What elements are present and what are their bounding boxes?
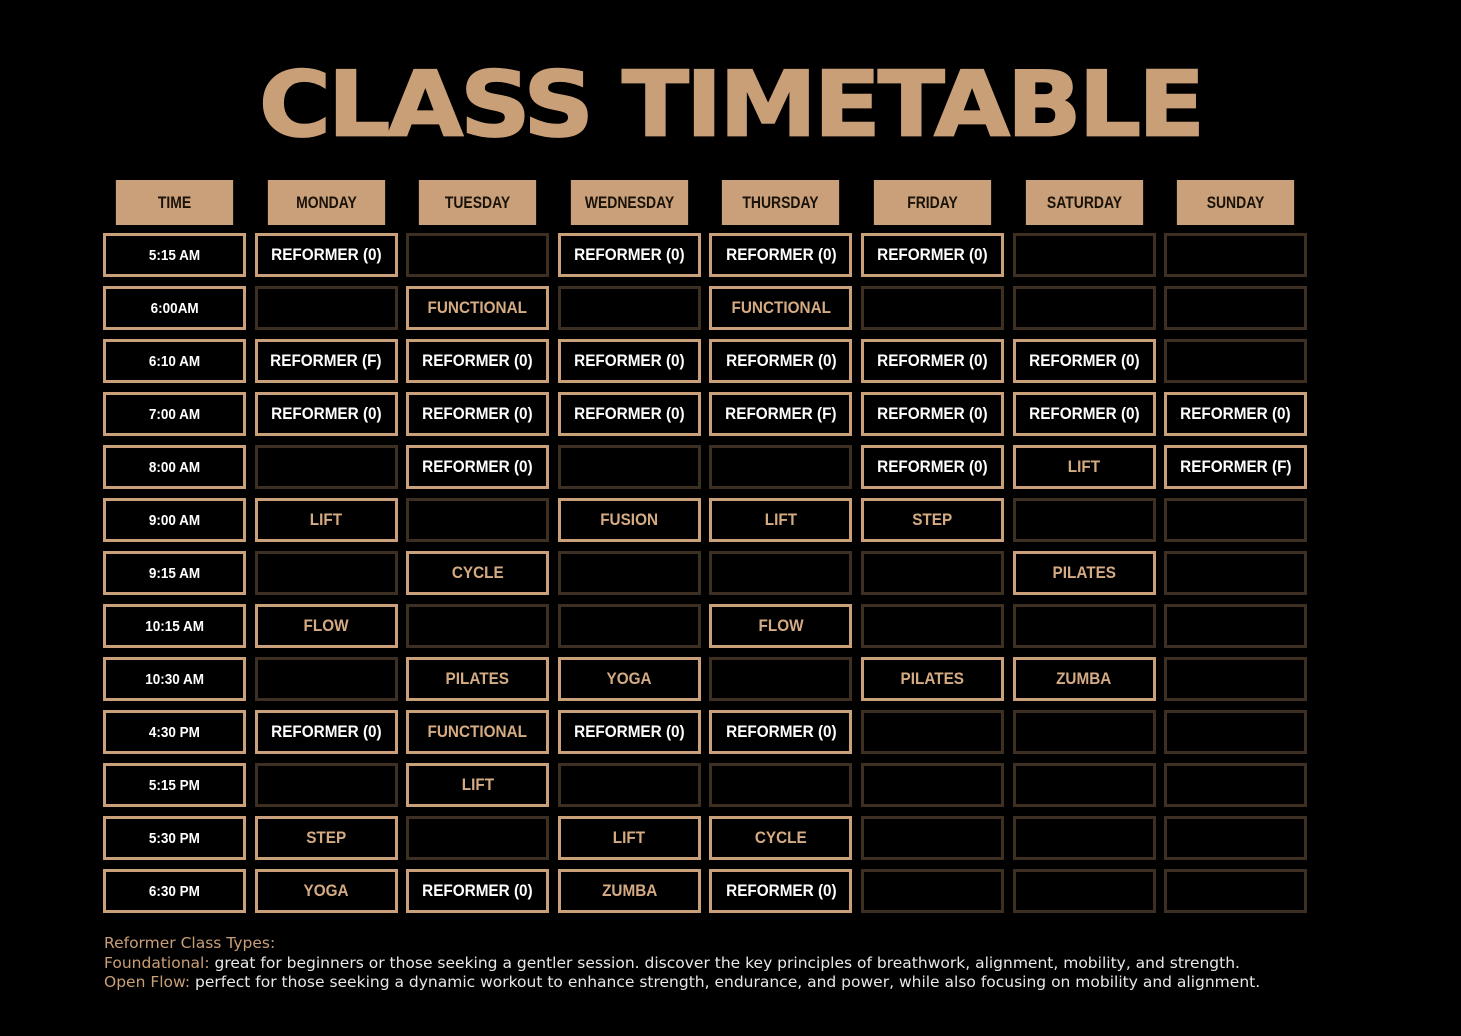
empty-slot — [1013, 710, 1156, 754]
page-title: CLASS TIMETABLE — [258, 52, 1203, 158]
empty-slot — [1013, 816, 1156, 860]
class-name: STEP — [306, 828, 347, 847]
class-name: REFORMER (0) — [422, 404, 533, 423]
class-name: REFORMER (0) — [725, 722, 837, 741]
class-slot[interactable] — [406, 869, 549, 913]
class-name: REFORMER (0) — [574, 722, 685, 741]
time-label: 5:15 PM — [148, 776, 201, 794]
time-label: 10:30 AM — [145, 670, 204, 688]
empty-slot — [255, 286, 398, 330]
class-name: REFORMER (0) — [1028, 351, 1140, 370]
class-name: PILATES — [445, 669, 510, 688]
empty-slot — [1013, 869, 1156, 913]
class-name: PILATES — [900, 669, 965, 688]
time-slot — [103, 551, 246, 595]
column-header-label: SATURDAY — [1046, 192, 1122, 212]
time-slot — [103, 816, 246, 860]
class-slot[interactable] — [558, 869, 701, 913]
class-slot[interactable] — [861, 339, 1004, 383]
empty-slot — [1164, 233, 1307, 277]
class-slot[interactable] — [255, 392, 398, 436]
empty-slot — [709, 657, 852, 701]
class-name: FUNCTIONAL — [731, 298, 831, 317]
time-label: 6:10 AM — [148, 352, 201, 370]
empty-slot — [861, 710, 1004, 754]
class-name: FLOW — [758, 616, 804, 635]
open-flow-text: perfect for those seeking a dynamic workout to enhance strength, endurance, and power, while also focusing on mobility and alignment. — [190, 973, 1261, 991]
column-header-saturday — [1025, 180, 1142, 225]
empty-slot — [861, 763, 1004, 807]
class-name: REFORMER (0) — [422, 457, 533, 476]
column-header-tuesday — [419, 180, 536, 225]
class-slot[interactable] — [709, 869, 852, 913]
empty-slot — [1164, 286, 1307, 330]
empty-slot — [1164, 339, 1307, 383]
class-slot[interactable] — [861, 657, 1004, 701]
class-slot[interactable] — [255, 869, 398, 913]
column-header-label: THURSDAY — [742, 192, 819, 212]
class-slot[interactable] — [406, 392, 549, 436]
time-slot — [103, 710, 246, 754]
empty-slot — [1164, 710, 1307, 754]
class-slot[interactable] — [1013, 392, 1156, 436]
class-name: REFORMER (F) — [725, 404, 837, 423]
foundational-text: great for beginners or those seeking a gentler session. discover the key principles of breathwork, alignment, mobility, and strength. — [209, 953, 1240, 972]
class-slot[interactable] — [255, 816, 398, 860]
class-slot[interactable] — [255, 498, 398, 542]
empty-slot — [1164, 498, 1307, 542]
class-slot[interactable] — [709, 286, 852, 330]
class-name: REFORMER (0) — [1028, 404, 1140, 423]
empty-slot — [1164, 657, 1307, 701]
open-flow-label: Open Flow: — [104, 973, 191, 991]
class-slot[interactable] — [1164, 392, 1307, 436]
class-slot[interactable] — [406, 286, 549, 330]
class-slot[interactable] — [861, 233, 1004, 277]
time-slot — [103, 498, 246, 542]
class-name: REFORMER (F) — [1180, 457, 1292, 476]
time-slot — [103, 869, 246, 913]
class-name: LIFT — [764, 510, 798, 529]
class-slot[interactable] — [1013, 657, 1156, 701]
class-slot[interactable] — [406, 710, 549, 754]
class-name: REFORMER (0) — [725, 245, 837, 264]
class-slot[interactable] — [406, 657, 549, 701]
time-slot — [103, 233, 246, 277]
empty-slot — [406, 498, 549, 542]
class-name: PILATES — [1052, 563, 1116, 582]
empty-slot — [861, 551, 1004, 595]
time-label: 9:15 AM — [148, 564, 201, 582]
empty-slot — [861, 286, 1004, 330]
class-slot[interactable] — [558, 498, 701, 542]
time-label: 4:30 PM — [148, 723, 201, 741]
empty-slot — [861, 604, 1004, 648]
column-header-label: SUNDAY — [1206, 192, 1265, 212]
class-slot[interactable] — [709, 816, 852, 860]
class-slot[interactable] — [558, 233, 701, 277]
class-name: REFORMER (0) — [574, 351, 685, 370]
time-slot — [103, 286, 246, 330]
empty-slot — [1013, 604, 1156, 648]
class-slot[interactable] — [406, 763, 549, 807]
class-name: ZUMBA — [601, 881, 657, 900]
time-label: 5:30 PM — [148, 829, 201, 847]
class-name: REFORMER (0) — [270, 722, 382, 741]
notes-open-flow — [104, 973, 1260, 993]
empty-slot — [1013, 233, 1156, 277]
time-slot — [103, 657, 246, 701]
class-name: CYCLE — [451, 563, 504, 582]
time-slot — [103, 339, 246, 383]
class-slot[interactable] — [861, 498, 1004, 542]
class-name: FUNCTIONAL — [427, 722, 528, 741]
class-slot[interactable] — [1013, 339, 1156, 383]
time-label: 10:15 AM — [145, 617, 204, 635]
class-name: REFORMER (0) — [725, 351, 837, 370]
time-slot — [103, 392, 246, 436]
time-label: 6:00AM — [150, 299, 199, 317]
empty-slot — [558, 445, 701, 489]
empty-slot — [1164, 551, 1307, 595]
class-name: STEP — [912, 510, 953, 529]
foundational-label: Foundational: — [104, 953, 210, 972]
class-slot[interactable] — [709, 233, 852, 277]
class-name: REFORMER (0) — [877, 245, 988, 264]
column-header-label: WEDNESDAY — [584, 192, 674, 212]
class-slot[interactable] — [255, 710, 398, 754]
column-header-sunday — [1177, 180, 1294, 225]
time-slot — [103, 763, 246, 807]
empty-slot — [709, 763, 852, 807]
class-name: LIFT — [1067, 457, 1101, 476]
class-slot[interactable] — [861, 392, 1004, 436]
class-slot[interactable] — [1013, 445, 1156, 489]
class-name: REFORMER (0) — [725, 881, 837, 900]
class-name: REFORMER (0) — [422, 881, 533, 900]
empty-slot — [255, 551, 398, 595]
class-name: REFORMER (0) — [574, 404, 685, 423]
empty-slot — [406, 604, 549, 648]
empty-slot — [1164, 869, 1307, 913]
empty-slot — [558, 763, 701, 807]
column-header-label: FRIDAY — [907, 192, 958, 212]
class-slot[interactable] — [558, 657, 701, 701]
time-label: 6:30 PM — [148, 882, 201, 900]
class-slot[interactable] — [406, 551, 549, 595]
empty-slot — [1164, 816, 1307, 860]
class-slot[interactable] — [558, 392, 701, 436]
class-name: FLOW — [303, 616, 349, 635]
empty-slot — [861, 816, 1004, 860]
class-name: FUSION — [600, 510, 659, 529]
empty-slot — [861, 869, 1004, 913]
class-slot[interactable] — [255, 339, 398, 383]
class-name: YOGA — [606, 669, 652, 688]
class-slot[interactable] — [709, 498, 852, 542]
column-header-time — [116, 180, 233, 225]
empty-slot — [558, 551, 701, 595]
time-slot — [103, 445, 246, 489]
class-slot[interactable] — [406, 339, 549, 383]
notes-foundational — [104, 954, 1260, 974]
column-header-label: TUESDAY — [445, 192, 511, 212]
empty-slot — [1013, 286, 1156, 330]
class-slot[interactable] — [558, 339, 701, 383]
class-name: LIFT — [461, 775, 494, 794]
class-name: REFORMER (0) — [422, 351, 533, 370]
class-name: REFORMER (0) — [270, 404, 382, 423]
class-name: YOGA — [303, 881, 349, 900]
class-name: REFORMER (0) — [270, 245, 382, 264]
reformer-notes — [104, 934, 1260, 993]
class-slot[interactable] — [861, 445, 1004, 489]
time-label: 5:15 AM — [148, 246, 201, 264]
notes-heading: Reformer Class Types: — [104, 934, 276, 952]
time-label: 7:00 AM — [148, 405, 201, 423]
class-name: FUNCTIONAL — [427, 298, 528, 317]
empty-slot — [406, 233, 549, 277]
class-name: REFORMER (0) — [877, 404, 988, 423]
empty-slot — [255, 763, 398, 807]
class-slot[interactable] — [558, 710, 701, 754]
column-header-friday — [874, 180, 991, 225]
class-name: ZUMBA — [1056, 669, 1112, 688]
column-header-label: MONDAY — [295, 192, 357, 212]
class-name: CYCLE — [754, 828, 807, 847]
class-slot[interactable] — [255, 233, 398, 277]
empty-slot — [558, 286, 701, 330]
class-name: REFORMER (0) — [877, 351, 988, 370]
empty-slot — [558, 604, 701, 648]
empty-slot — [406, 816, 549, 860]
time-label: 9:00 AM — [148, 511, 201, 529]
class-name: LIFT — [309, 510, 343, 529]
class-name: LIFT — [613, 828, 646, 847]
empty-slot — [1164, 763, 1307, 807]
class-name: REFORMER (0) — [574, 245, 685, 264]
column-header-wednesday — [571, 180, 688, 225]
empty-slot — [1013, 763, 1156, 807]
class-slot[interactable] — [709, 339, 852, 383]
class-name: REFORMER (F) — [270, 351, 382, 370]
empty-slot — [255, 657, 398, 701]
empty-slot — [709, 445, 852, 489]
time-slot — [103, 604, 246, 648]
column-header-monday — [267, 180, 384, 225]
class-slot[interactable] — [406, 445, 549, 489]
class-slot[interactable] — [1013, 551, 1156, 595]
class-slot[interactable] — [709, 710, 852, 754]
class-name: REFORMER (0) — [1180, 404, 1291, 423]
column-header-label: TIME — [157, 192, 192, 212]
class-slot[interactable] — [709, 604, 852, 648]
empty-slot — [709, 551, 852, 595]
empty-slot — [1013, 498, 1156, 542]
empty-slot — [1164, 604, 1307, 648]
class-name: REFORMER (0) — [877, 457, 988, 476]
class-slot[interactable] — [255, 604, 398, 648]
class-slot[interactable] — [1164, 445, 1307, 489]
class-slot[interactable] — [558, 816, 701, 860]
column-header-thursday — [722, 180, 839, 225]
time-label: 8:00 AM — [148, 458, 201, 476]
empty-slot — [255, 445, 398, 489]
class-slot[interactable] — [709, 392, 852, 436]
